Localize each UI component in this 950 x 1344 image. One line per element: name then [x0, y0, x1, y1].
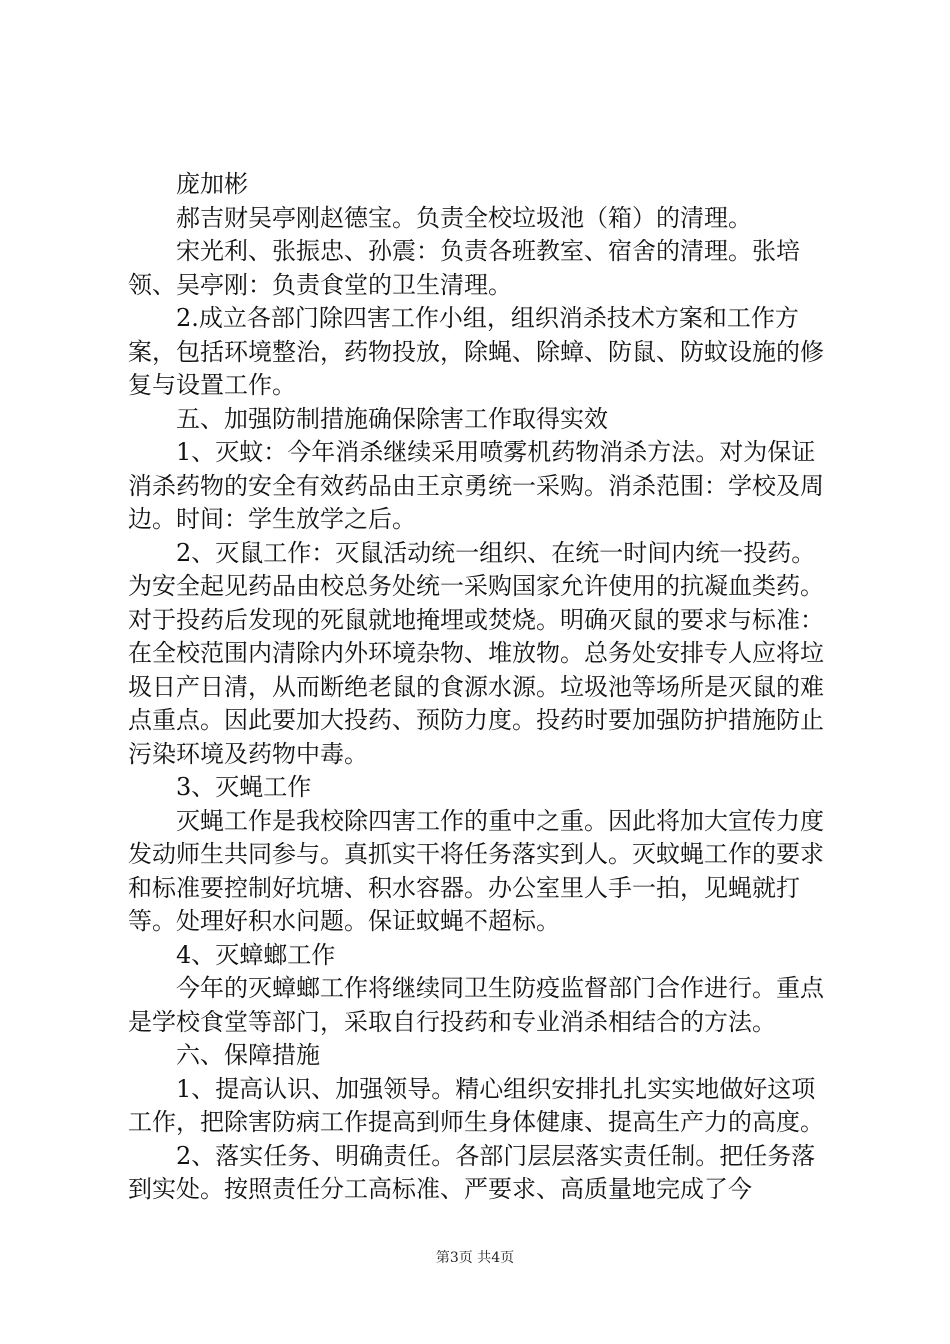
page-number-footer: 第3页 共4页 [435, 1250, 515, 1266]
section-heading: 六、保障措施 [176, 1041, 320, 1069]
section-heading: 五、加强防制措施确保除害工作取得实效 [176, 404, 608, 433]
paragraph: 庞加彬 [176, 170, 248, 198]
document-body [128, 168, 828, 1207]
paragraph: 1、灭蚊：今年消杀继续采用喷雾机药物消杀方法。对为保证消杀药物的安全有效药品由王京勇统一采购。消杀范围：学校及周边。时间：学生放学之后。 [128, 438, 824, 533]
paragraph: 宋光利、张振忠、孙震：负责各班教室、宿舍的清理。张培领、吴亭刚：负责食堂的卫生清理。 [128, 237, 800, 299]
paragraph: 2、落实任务、明确责任。各部门层层落实责任制。把任务落到实处。按照责任分工高标准、严要求、高质量地完成了今 [128, 1141, 816, 1203]
subheading: 3、灭蝇工作 [176, 773, 312, 801]
paragraph: 灭蝇工作是我校除四害工作的重中之重。因此将加大宣传力度发动师生共同参与。真抓实干将任务落实到人。灭蚊蝇工作的要求和标准要控制好坑塘、积水容器。办公室里人手一拍，见蝇就打等。处理好积水问题。保证蚊蝇不超标。 [128, 806, 824, 935]
subheading: 4、灭蟑螂工作 [176, 940, 336, 969]
paragraph: 今年的灭蟑螂工作将继续同卫生防疫监督部门合作进行。重点是学校食堂等部门，采取自行投药和专业消杀相结合的方法。 [128, 974, 824, 1036]
paragraph: 1、提高认识、加强领导。精心组织安排扎扎实实地做好这项工作，把除害防病工作提高到师生身体健康、提高生产力的高度。 [128, 1074, 824, 1136]
paragraph: 2、灭鼠工作：灭鼠活动统一组织、在统一时间内统一投药。为安全起见药品由校总务处统一采购国家允许使用的抗凝血类药。对于投药后发现的死鼠就地掩埋或焚烧。明确灭鼠的要求与标准：在全校范围内清除内外环境杂物、堆放物。总务处安排专人应将垃圾日产日清，从而断绝老鼠的食源水源。垃圾池等场所是灭鼠的难点重点。因此要加大投药、预防力度。投药时要加强防护措施防止污染环境及药物中毒。 [128, 538, 824, 768]
paragraph: 郝吉财吴亭刚赵德宝。负责全校垃圾池（箱）的清理。 [176, 203, 752, 232]
paragraph: 2.成立各部门除四害工作小组，组织消杀技术方案和工作方案，包括环境整治，药物投放，除蝇、除蟑、防鼠、防蚊设施的修复与设置工作。 [128, 304, 824, 399]
